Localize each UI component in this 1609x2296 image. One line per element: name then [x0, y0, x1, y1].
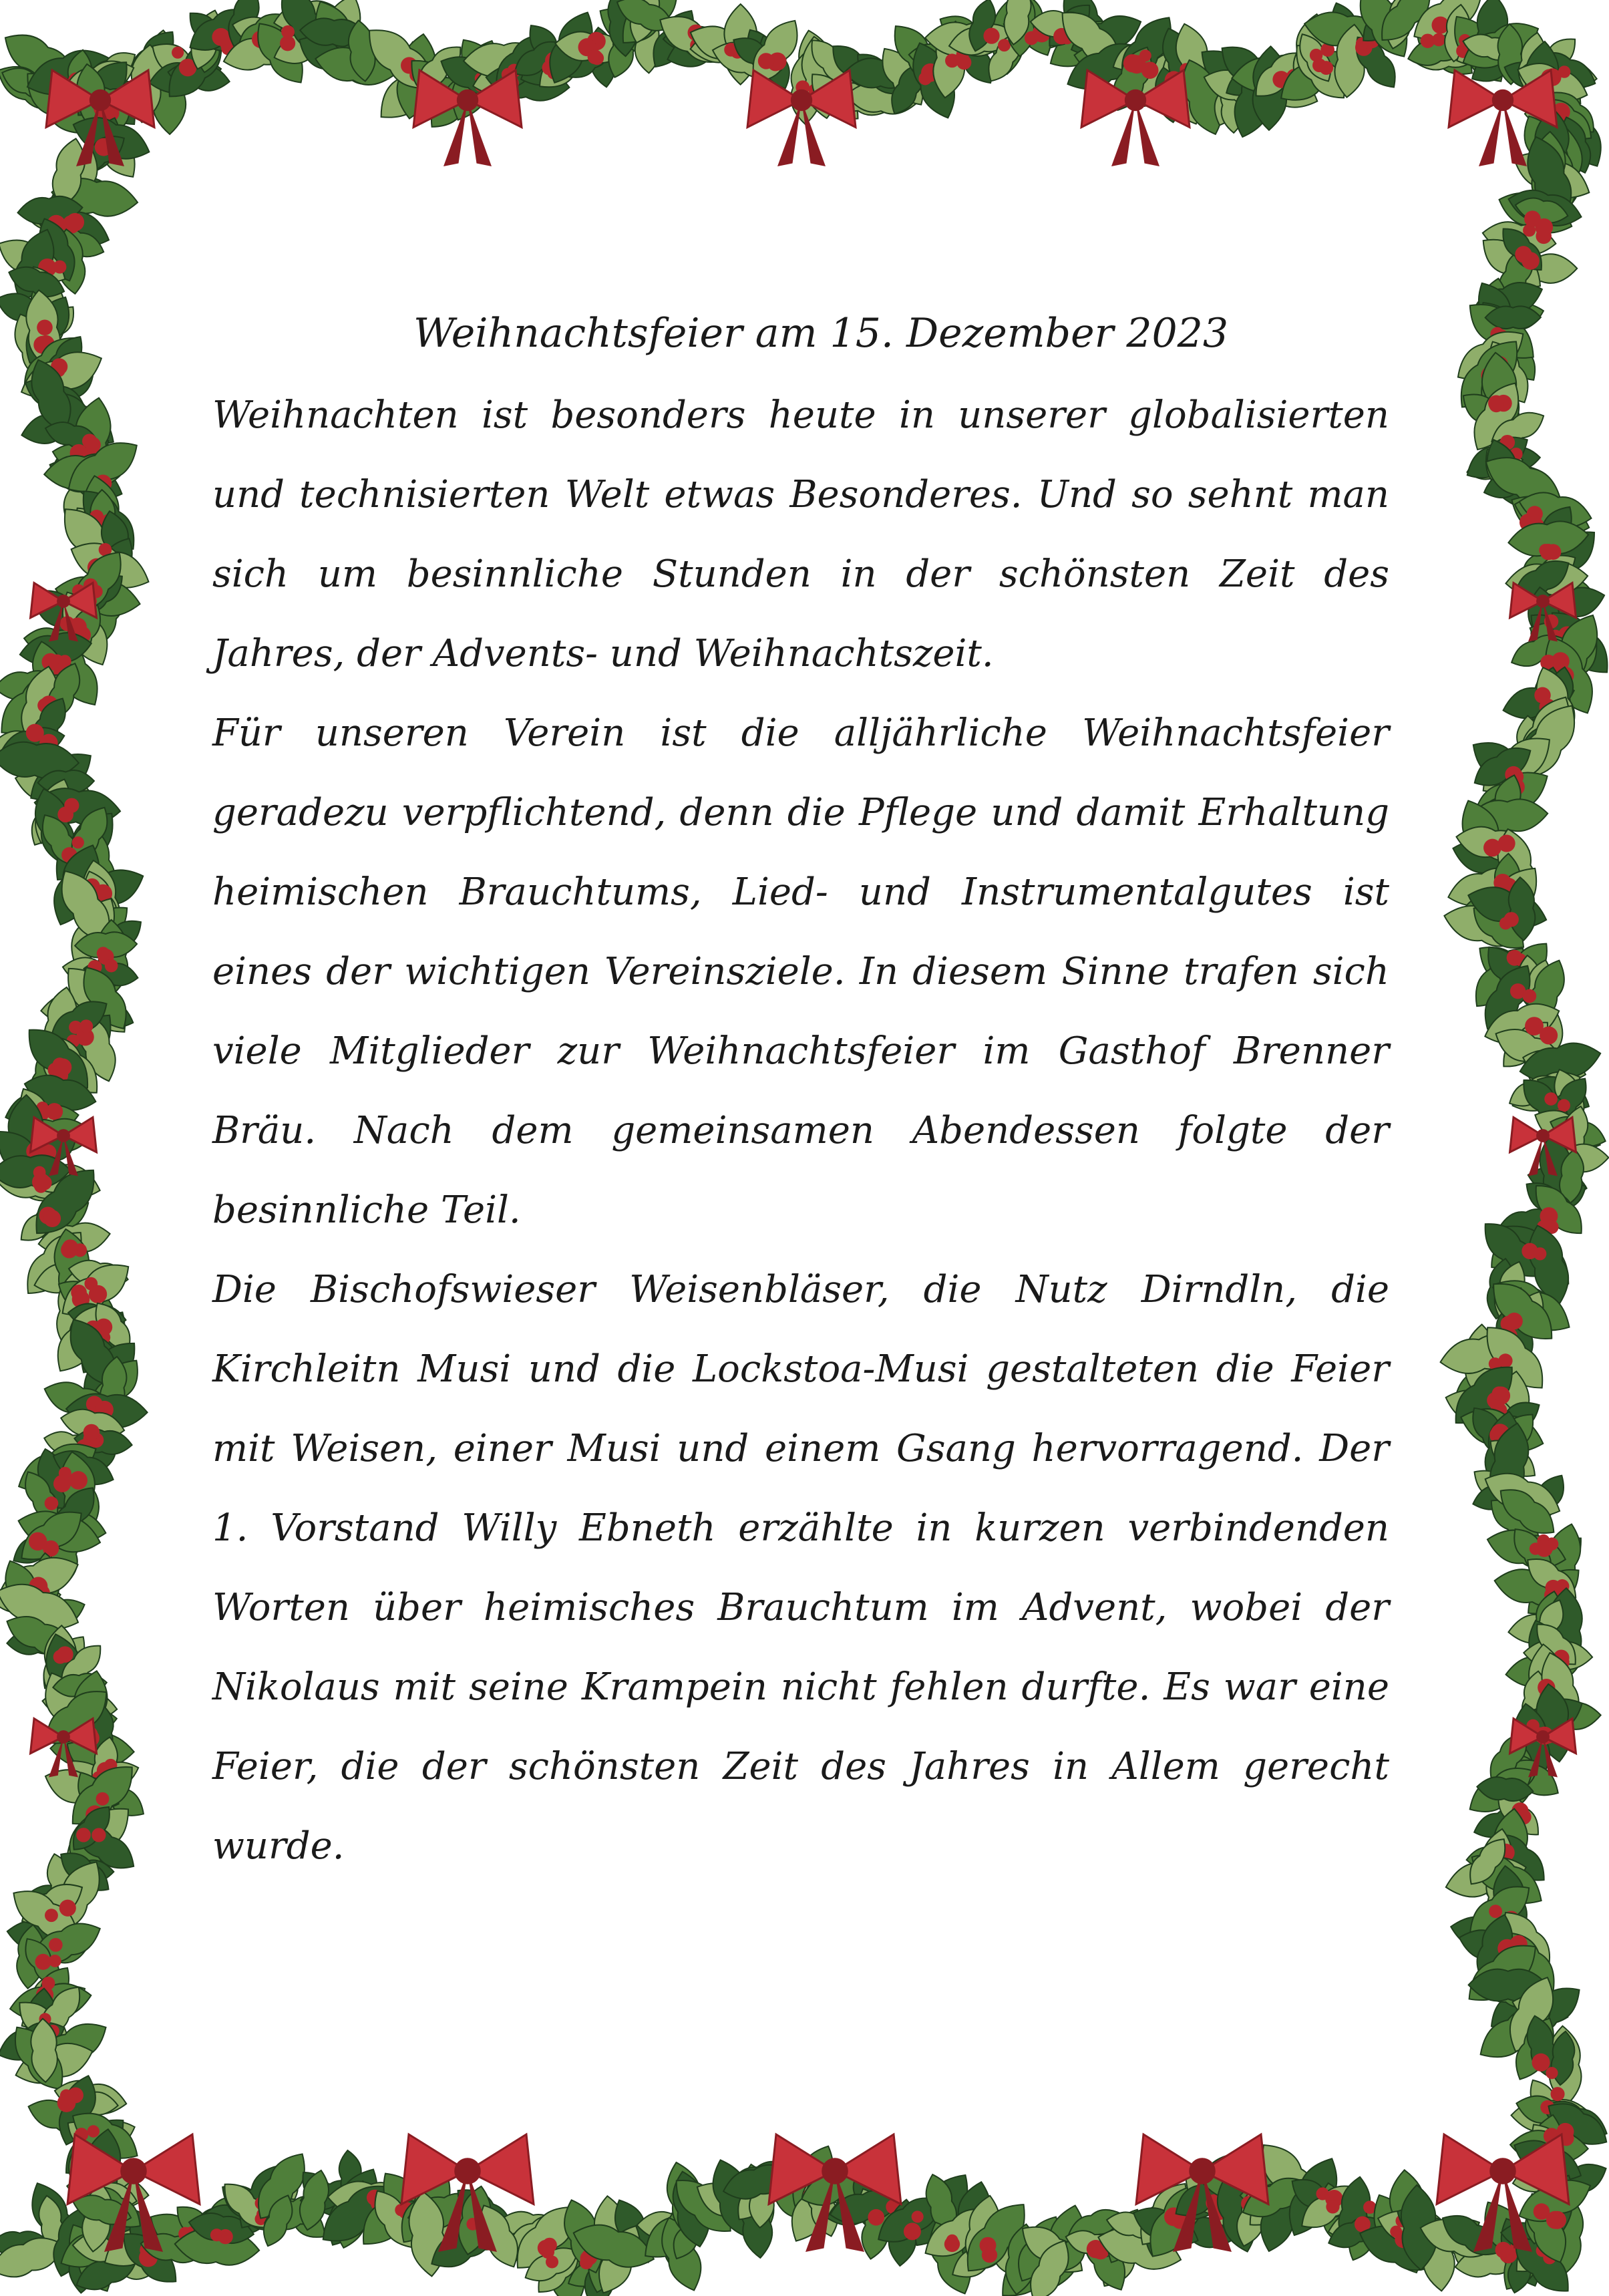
- berry: [546, 2255, 558, 2268]
- berry: [96, 1792, 110, 1806]
- berry: [172, 47, 184, 59]
- berry: [72, 836, 84, 848]
- berry: [1532, 2054, 1550, 2072]
- berry: [53, 1475, 71, 1492]
- berry: [868, 2209, 884, 2226]
- berry: [1535, 218, 1553, 236]
- berry: [35, 1954, 51, 1970]
- berry: [87, 2125, 100, 2137]
- berry: [1506, 1313, 1523, 1329]
- berry: [45, 1909, 58, 1922]
- ribbon-knot: [791, 90, 812, 111]
- berry: [1390, 2226, 1402, 2238]
- ribbon-knot: [1189, 2158, 1216, 2184]
- berry: [42, 1977, 55, 1990]
- berry: [54, 1058, 71, 1076]
- berry: [588, 49, 602, 64]
- berry: [67, 2088, 83, 2104]
- berry: [33, 1166, 46, 1179]
- berry: [83, 1424, 100, 1441]
- berry: [1495, 2242, 1511, 2258]
- berry: [212, 28, 230, 46]
- berry: [61, 1241, 77, 1258]
- berry: [1123, 54, 1141, 72]
- berry: [57, 806, 73, 822]
- berry: [1492, 1386, 1506, 1400]
- ribbon-knot: [457, 90, 478, 111]
- ribbon-knot: [57, 595, 70, 608]
- paragraph-intro: Weihnachten ist besonders heute in unserer globalisierten und technisierten Welt etwas Besonderes. Und so sehnt man sich um besinnliche Stunden in der schönsten Zeit des Jahres, der Advents- und Weihnachtszeit.: [212, 393, 1389, 675]
- berry: [1489, 397, 1503, 412]
- ribbon-knot: [57, 1129, 70, 1142]
- berry: [1310, 49, 1322, 61]
- ribbon-knot: [454, 2158, 481, 2184]
- ribbon-knot: [1536, 595, 1550, 608]
- ribbon-knot: [1492, 90, 1513, 111]
- berry: [1544, 1092, 1558, 1106]
- ribbon-knot: [1536, 1730, 1550, 1744]
- ribbon-knot: [1125, 90, 1146, 111]
- berry: [1534, 687, 1550, 703]
- berry: [580, 2257, 593, 2270]
- berry: [49, 1938, 63, 1952]
- berry: [1432, 33, 1445, 47]
- berry: [29, 1532, 47, 1551]
- letter-body: [212, 294, 1389, 1886]
- berry: [89, 1285, 107, 1303]
- ribbon-knot: [1489, 2158, 1516, 2184]
- berry: [1515, 246, 1532, 263]
- page-title: Weihnachtsfeier am 15. Dezember 2023: [413, 310, 1229, 357]
- berry: [1522, 1243, 1538, 1259]
- berry: [1534, 2203, 1550, 2220]
- berry: [45, 1496, 59, 1510]
- berry: [69, 1471, 87, 1490]
- berry: [1558, 65, 1570, 77]
- berry: [76, 1828, 91, 1842]
- berry: [53, 261, 66, 274]
- berry: [983, 28, 999, 44]
- berry: [1326, 2200, 1339, 2213]
- ribbon-knot: [822, 2158, 848, 2184]
- berry: [53, 1650, 67, 1664]
- berry: [758, 53, 774, 69]
- berry: [1546, 2067, 1558, 2079]
- berry: [1139, 49, 1151, 61]
- berry: [1489, 1905, 1502, 1918]
- berry: [1483, 839, 1501, 857]
- berry: [59, 1900, 76, 1917]
- berry: [281, 25, 295, 39]
- berry: [1523, 989, 1537, 1003]
- berry: [49, 1955, 61, 1967]
- berry: [1551, 2087, 1565, 2101]
- ribbon-knot: [1536, 1129, 1550, 1142]
- berry: [37, 319, 53, 335]
- ribbon-knot: [90, 90, 111, 111]
- ribbon-knot: [57, 1730, 70, 1744]
- paragraph-music: Die Bischofswieser Weisenbläser, die Nutz Dirndln, die Kirchleitn Musi und die Lockstoa-Musi gestalteten die Feier mit Weisen, einer Musi und einem Gsang hervorragend. Der 1. Vorstand Willy Ebneth erzählte in kurzen verbindenden Worten über heimisches Brauchtum im Advent, wobei der Nikolaus mit seine Krampein nicht fehlen durfte. Es war eine Feier, die der schönsten Zeit des Jahres in Allem gerecht wurde.: [212, 1268, 1389, 1868]
- berry: [85, 437, 101, 452]
- berry: [43, 1210, 61, 1227]
- ribbon-knot: [120, 2158, 147, 2184]
- berry: [944, 2237, 960, 2252]
- berry: [1539, 544, 1552, 556]
- berry: [1536, 1540, 1553, 1557]
- berry: [79, 1019, 93, 1033]
- berry: [1540, 1026, 1558, 1044]
- berry: [980, 2237, 997, 2254]
- berry: [66, 213, 84, 231]
- berry: [218, 2229, 232, 2244]
- berry: [105, 959, 118, 973]
- berry: [918, 72, 932, 86]
- berry: [912, 2210, 924, 2223]
- berry: [956, 55, 971, 69]
- berry: [92, 1828, 106, 1842]
- berry: [1319, 61, 1333, 75]
- berry: [538, 2240, 554, 2257]
- berry: [1504, 912, 1519, 927]
- berry: [904, 2223, 921, 2240]
- paragraph-club: Für unseren Verein ist die alljährliche Weihnachtsfeier geradezu verpflichtend, denn die Pflege und damit Erhaltung heimischen Brauchtums, Lied- und Instrumentalgutes ist eines der wichtigen Vereinsziele. In diesem Sinne trafen sich viele Mitglieder zur Weihnachtsfeier im Gasthof Brenner Bräu. Nach dem gemeinsamen Abendessen folgte der besinnliche Teil.: [212, 711, 1389, 1232]
